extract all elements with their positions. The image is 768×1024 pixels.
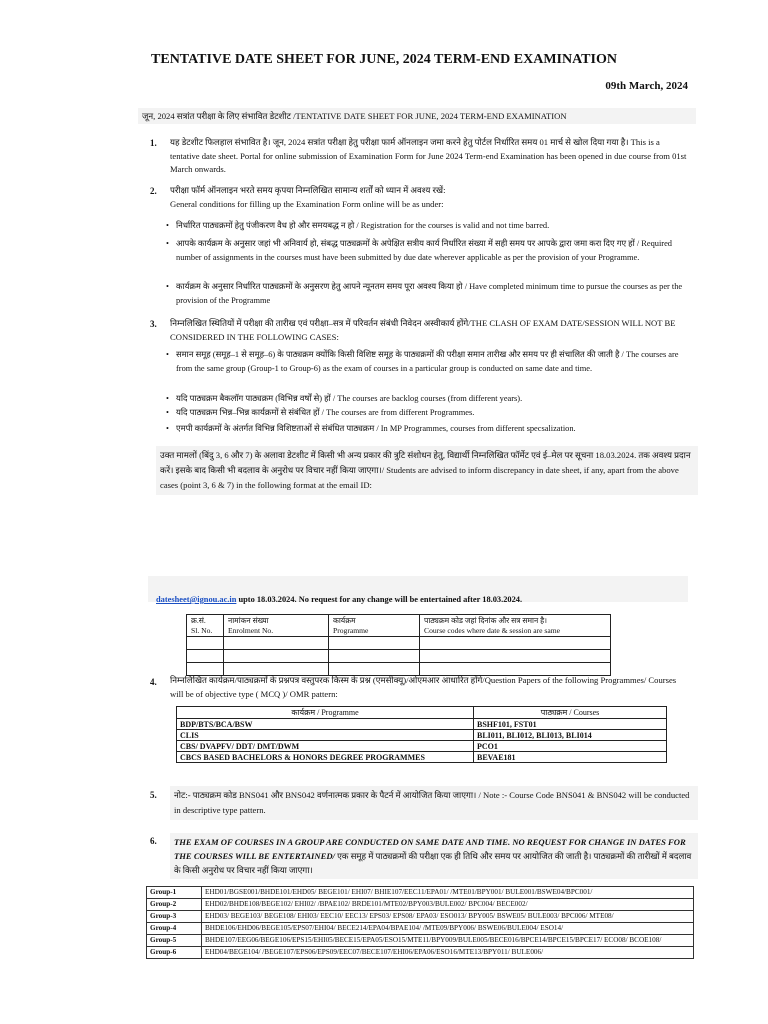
para-2-hindi: परीक्षा फॉर्म ऑनलाइन भरते समय कृपया निम्नलिखित सामान्य शर्तों को ध्यान में अवश्य रखें:	[170, 185, 446, 195]
table-header-cell: कार्यक्रम Programme	[329, 615, 420, 637]
table-row	[187, 637, 611, 650]
para-6-english: THE EXAM OF COURSES IN A GROUP ARE CONDUCTED ON SAME DATE AND TIME. NO REQUEST FOR CHANGE IN DATES FOR THE COURSES WILL BE ENTERTAINED/	[174, 837, 686, 861]
para-6-text	[170, 833, 698, 879]
table-header-cell: कार्यक्रम / Programme	[177, 707, 474, 719]
email-link[interactable]: datesheet@ignou.ac.in	[156, 595, 237, 604]
para-3-text: निम्नलिखित स्थितियों में परीक्षा की तारीख एवं परीक्षा–सत्र में परिवर्तन संबंधी निवेदन अस्वीकार्य होंगे/THE CLASH OF EXAM DATE/SESSION WILL NOT BE CONSIDERED IN THE FOLLOWING CASES:	[170, 318, 676, 342]
discrepancy-notice: उक्त मामलों (बिंदु 3, 6 और 7) के अलावा डेटशीट में किसी भी अन्य प्रकार की त्रुटि संशोधन हेतु, विद्यार्थी निम्नलिखित फॉर्मेट एवं ई–मेल पर सूचना 18.03.2024. तक अवश्य प्रदान करें। इसके बाद किसी भी बदलाव के अनुरोध पर विचार नहीं किया जाएगा।/ Students are advised to inform discrepancy in date sheet, if any, apart from the above cases (point 3, 6 & 7) in the following format at the email ID:	[156, 446, 698, 495]
para-3-bullet: • यदि पाठ्यक्रम भिन्न–भिन्न कार्यक्रमों से संबंधित हों / The courses are from different Programmes.	[176, 406, 692, 420]
table-header-cell: पाठ्यक्रम / Courses	[474, 707, 667, 719]
para-2-number: 2.	[150, 186, 157, 196]
para-2-bullet: • आपके कार्यक्रम के अनुसार जहां भी अनिवार्य हो, संबद्ध पाठ्यक्रमों के अपेक्षित सत्रीय कार्य निर्धारित संख्या में सही समय पर आपके द्वारा जमा करा दिए गए हों / Required number of assignments in the courses must have been submitted by due date wherever applicable as per the provision of your Programme.	[176, 237, 692, 264]
para-3-number: 3.	[150, 319, 157, 329]
para-5-text: नोट:- पाठ्यक्रम कोड BNS041 और BNS042 वर्णनात्मक प्रकार के पैटर्न में आयोजित किया जाएगा। / Note :- Course Code BNS041 & BNS042 will be conducted in descriptive type pattern.	[170, 786, 698, 820]
document-title: TENTATIVE DATE SHEET FOR JUNE, 2024 TERM-END EXAMINATION	[151, 52, 617, 67]
table-row: Group-5 BHDE107/EEG06/BEGE106/EPS15/EHI05/BECE15/EPA05/ESO15/MTE11/BPY009/BULE005/BECE016/BPCE14/BPCE15/BPCE17/ ECO08/ BCOE108/	[147, 935, 694, 947]
para-6-hindi: एक समूह में पाठ्यक्रमों की परीक्षा एक ही तिथि और समय पर आयोजित की जाती है। पाठ्यक्रमों की तारीखों में बदलाव के किसी अनुरोध पर विचार नहीं किया जाएगा।	[174, 851, 692, 875]
table-row: BDP/BTS/BCA/BSW BSHF101, FST01	[177, 719, 667, 730]
table-row: CBS/ DVAPFV/ DDT/ DMT/DWM PCO1	[177, 741, 667, 752]
para-2-bullet: • कार्यक्रम के अनुसार निर्धारित पाठ्यक्रमों के अनुसरण हेतु आपने न्यूनतम समय पूरा अवश्य किया हो / Have completed minimum time to pursue the courses as per the provision of the Programme	[176, 280, 692, 307]
table-header-row	[177, 707, 667, 719]
para-3-bullet: • समान समूह (समूह–1 से समूह–6) के पाठ्यक्रम क्योंकि किसी विशिष्ट समूह के पाठ्यक्रमों की परीक्षा समान तारीख और समय पर ही संचालित की जाती है / The courses are from the same group (Group-1 to Group-6) as the exam of courses in a particular group is conducted on same date and time.	[176, 348, 692, 375]
para-3-bullet: • यदि पाठ्यक्रम बैकलॉग पाठ्यक्रम (विभिन्न वर्षों से) हों / The courses are backlog courses (from different years).	[176, 392, 692, 406]
para-4-text: निम्नलिखित कार्यक्रम/पाठ्यक्रमों के प्रश्नपत्र वस्तुपरक किस्म के प्रश्न (एमसीक्यू)/ओएमआर आधारित होंगे/Question Papers of the following Programmes/ Courses will be of objective type ( MCQ )/ OMR pattern:	[170, 675, 677, 699]
table-row: CLIS BLI011, BLI012, BLI013, BLI014	[177, 730, 667, 741]
table-header-cell: क्र.सं. Sl. No.	[187, 615, 224, 637]
para-6-number: 6.	[150, 836, 157, 846]
email-deadline-text: upto 18.03.2024. No request for any change will be entertained after 18.03.2024.	[236, 595, 523, 604]
email-line	[156, 595, 522, 604]
para-1-number: 1.	[150, 138, 157, 148]
objective-type-table	[176, 706, 667, 763]
para-1-text: यह डेटशीट फिलहाल संभावित है। जून, 2024 सत्रांत परीक्षा हेतु परीक्षा फार्म ऑनलाइन जमा करने हेतु पोर्टल निर्धारित समय 01 मार्च से खोल दिया गया है। This is a tentative date sheet. Portal for online submission of Examination Form for June 2024 Term-end Examination has been opened in due course from 01st March onwards.	[170, 137, 687, 174]
intro-line: जून, 2024 सत्रांत परीक्षा के लिए संभावित डेटशीट /TENTATIVE DATE SHEET FOR JUNE, 2024 TERM-END EXAMINATION	[138, 108, 696, 124]
para-2-english: General conditions for filling up the Examination Form online will be as under:	[170, 199, 444, 209]
table-row: Group-1 EHD01/BGSE001/BHDE101/EHD05/ BEGE101/ EHI07/ BHIE107/EEC11/EPA01/ /MTE01/BPY001/ BULE001/BSWE04/BPC001/	[147, 887, 694, 899]
table-header-cell: पाठ्यक्रम कोड जहां दिनांक और सत्र समान है। Course codes where date & session are same	[420, 615, 611, 637]
table-row	[187, 650, 611, 663]
para-3-bullet: • एमपी कार्यक्रमों के अंतर्गत विभिन्न विशिष्टताओं से संबंधित पाठ्यक्रम / In MP Programmes, courses from different specsalization.	[176, 422, 692, 436]
discrepancy-format-table	[186, 614, 611, 676]
table-row: Group-4 BHDE106/EHD06/BEGE105/EPS07/EHI04/ BECE214/EPA04/BPAE104/ /MTE09/BPY006/ BSWE06/BULE004/ ESO14/	[147, 923, 694, 935]
table-row: Group-3 EHD03/ BEGE103/ BEGE108/ EHI03/ EEC10/ EEC13/ EPS03/ EPS08/ EPA03/ ESO013/ BPY005/ BSWE05/ BULE003/ BPC006/ MTE08/	[147, 911, 694, 923]
course-groups-table	[146, 886, 694, 959]
table-header-row	[187, 615, 611, 637]
table-row: Group-2 EHD02/BHDE108/BEGE102/ EHI02/ /BPAE102/ BRDE101/MTE02/BPY003/BULE002/ BPC004/ BECE002/	[147, 899, 694, 911]
para-5-number: 5.	[150, 790, 157, 800]
table-row: CBCS BASED BACHELORS & HONORS DEGREE PROGRAMMES BEVAE181	[177, 752, 667, 763]
table-header-cell: नामांकन संख्या Enrolment No.	[224, 615, 329, 637]
document-date: 09th March, 2024	[605, 80, 688, 92]
para-2-bullet: • निर्धारित पाठ्यक्रमों हेतु पंजीकरण वैध हो और समयबद्ध न हो / Registration for the courses is valid and not time barred.	[176, 219, 692, 233]
para-4-number: 4.	[150, 677, 157, 687]
table-row: Group-6 EHD04/BEGE104/ /BEGE107/EPS06/EPS09/EEC07/BECE107/EHI06/EPA06/ESO16/MTE13/BPY011/ BULE006/	[147, 947, 694, 959]
